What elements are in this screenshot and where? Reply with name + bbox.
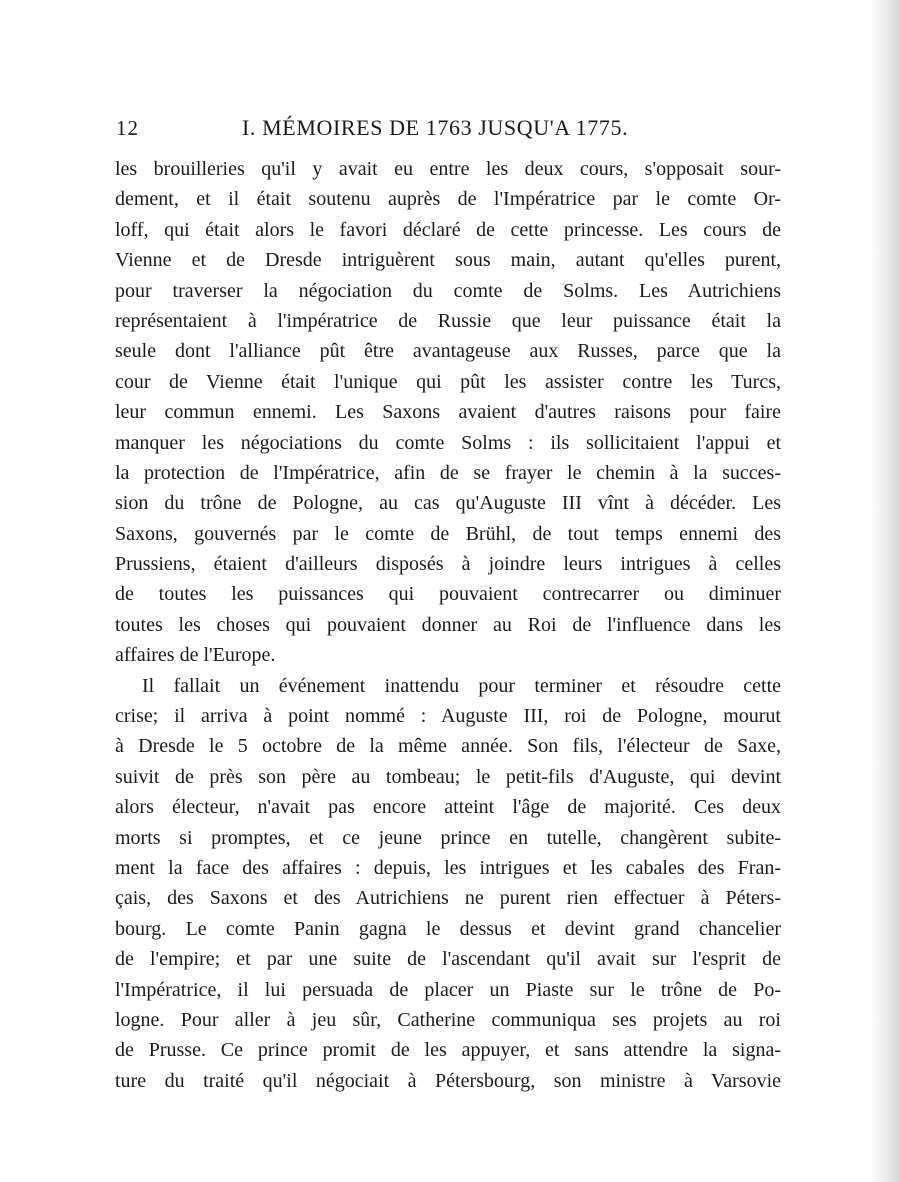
text-line: manquer les négociations du comte Solms : ils sollicitaient l'appui et: [115, 431, 781, 454]
text-line: les brouilleries qu'il y avait eu entre les deux cours, s'opposait sour-: [115, 158, 781, 180]
text-line: l'Impératrice, il lui persuada de placer un Piaste sur le trône de Po-: [115, 978, 781, 1001]
text-line: de Prusse. Ce prince promit de les appuyer, et sans attendre la signa-: [115, 1039, 781, 1062]
running-title: I. MÉMOIRES DE 1763 JUSQU'A 1775.: [242, 115, 629, 140]
text-line: de toutes les puissances qui pouvaient contrecarrer ou diminuer: [115, 583, 781, 606]
text-line: Vienne et de Dresde intriguèrent sous main, autant qu'elles purent,: [115, 249, 781, 272]
text-line: Il fallait un événement inattendu pour terminer et résoudre cette: [142, 674, 781, 697]
text-line: la protection de l'Impératrice, afin de se frayer le chemin à la succes-: [115, 461, 781, 484]
text-line: ture du traité qu'il négociait à Pétersbourg, son ministre à Varsovie: [115, 1069, 781, 1092]
text-line: suivit de près son père au tombeau; le petit-fils d'Auguste, qui devint: [115, 765, 781, 788]
text-line: çais, des Saxons et des Autrichiens ne purent rien effectuer à Péters-: [115, 887, 781, 910]
text-line: pour traverser la négociation du comte de Solms. Les Autrichiens: [115, 279, 781, 302]
text-line: toutes les choses qui pouvaient donner au Roi de l'influence dans les: [115, 613, 781, 636]
text-line: ment la face des affaires : depuis, les intrigues et les cabales des Fran-: [115, 856, 781, 879]
text-line: logne. Pour aller à jeu sûr, Catherine communiqua ses projets au roi: [115, 1008, 781, 1031]
paragraph-1: [115, 154, 781, 671]
text-line: Prussiens, étaient d'ailleurs disposés à joindre leurs intrigues à celles: [115, 553, 781, 576]
text-line: leur commun ennemi. Les Saxons avaient d'autres raisons pour faire: [115, 401, 781, 424]
text-line: morts si promptes, et ce jeune prince en tutelle, changèrent subite-: [115, 826, 781, 849]
text-line: loff, qui était alors le favori déclaré de cette princesse. Les cours de: [115, 218, 781, 241]
text-line: dement, et il était soutenu auprès de l'Impératrice par le comte Or-: [115, 188, 781, 211]
page-header: [114, 112, 780, 144]
page-number: 12: [116, 116, 139, 140]
text-line: à Dresde le 5 octobre de la même année. Son fils, l'électeur de Saxe,: [115, 735, 781, 758]
body-text: [115, 154, 781, 1096]
page-edge-shadow: [870, 0, 900, 1182]
text-line: représentaient à l'impératrice de Russie que leur puissance était la: [115, 309, 781, 332]
text-line: Saxons, gouvernés par le comte de Brühl, de tout temps ennemi des: [115, 522, 781, 545]
text-line: bourg. Le comte Panin gagna le dessus et devint grand chancelier: [115, 917, 781, 940]
text-line: alors électeur, n'avait pas encore atteint l'âge de majorité. Ces deux: [115, 796, 781, 819]
text-line: sion du trône de Pologne, au cas qu'Auguste III vînt à décéder. Les: [115, 492, 781, 515]
text-line: crise; il arriva à point nommé : Auguste III, roi de Pologne, mourut: [115, 705, 781, 728]
text-line: affaires de l'Europe.: [115, 644, 276, 667]
paragraph-2: [115, 671, 781, 1096]
text-line: cour de Vienne était l'unique qui pût les assister contre les Turcs,: [115, 370, 781, 393]
text-line: seule dont l'alliance pût être avantageuse aux Russes, parce que la: [115, 340, 781, 363]
text-line: de l'empire; et par une suite de l'ascendant qu'il avait sur l'esprit de: [115, 948, 781, 971]
